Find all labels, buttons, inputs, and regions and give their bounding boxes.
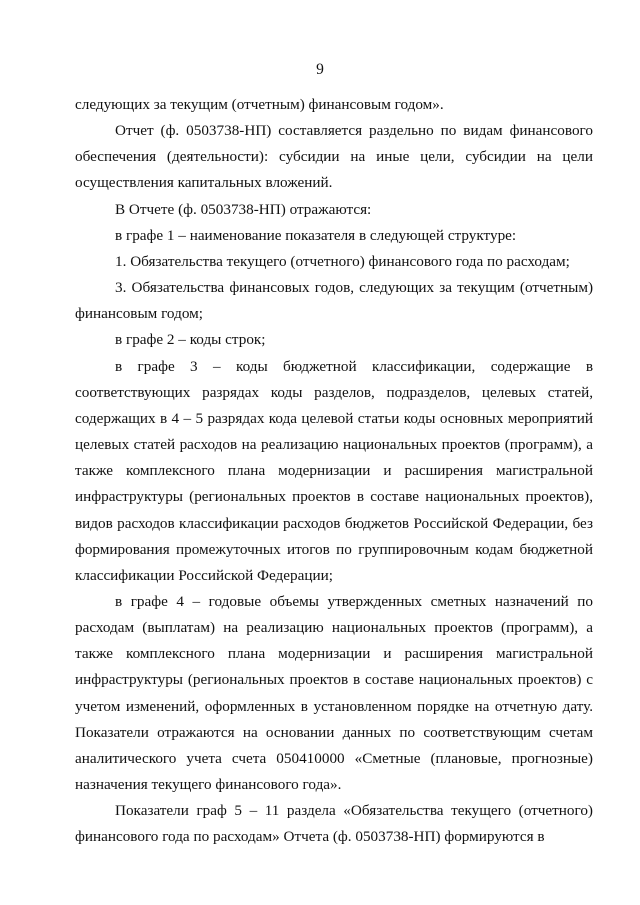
- paragraph-column-2: в графе 2 – коды строк;: [115, 331, 266, 349]
- paragraph-item-3: 3. Обязательства финансовых годов, следующих за текущим (отчетным) финансовым годом;: [75, 279, 593, 323]
- paragraph-continuation: следующих за текущим (отчетным) финансовым годом».: [75, 96, 444, 113]
- paragraph-column-1: в графе 1 – наименование показателя в следующей структуре:: [115, 226, 517, 244]
- paragraph-report-reflects: В Отчете (ф. 0503738-НП) отражаются:: [115, 200, 372, 218]
- paragraph-columns-5-11: Показатели граф 5 – 11 раздела «Обязательства текущего (отчетного) финансового года по расходам» Отчета (ф. 0503738-НП) формируются в: [75, 802, 593, 846]
- paragraph-item-1: 1. Обязательства текущего (отчетного) финансового года по расходам;: [115, 252, 570, 270]
- paragraph-column-3: в графе 3 – коды бюджетной классификации, содержащие в соответствующих разрядах коды разделов, подразделов, целевых статей, содержащих в 4 – 5 разрядах кода целевой статьи коды основных мероприятий целевых статей расходов на реализацию национальных проектов (программ), а также комплексного плана модернизации и расширения магистральной инфраструктуры (региональных проектов в составе национальных проектов), видов расходов классификации расходов бюджетов Российской Федерации, без формирования промежуточных итогов по группировочным кодам бюджетной классификации Российской Федерации;: [75, 357, 593, 584]
- page-number: 9: [316, 61, 324, 78]
- paragraph-report-composition: Отчет (ф. 0503738-НП) составляется раздельно по видам финансового обеспечения (деятельности): субсидии на иные цели, субсидии на цели осуществления капитальных вложений.: [75, 122, 593, 192]
- document-body: [75, 92, 593, 851]
- paragraph-column-4: в графе 4 – годовые объемы утвержденных сметных назначений по расходам (выплатам) на реализацию национальных проектов (программ), а также комплексного плана модернизации и расширения магистральной инфраструктуры (региональных проектов в составе национальных проектов) с учетом изменений, оформленных в установленном порядке на отчетную дату. Показатели отражаются на основании данных по соответствующим счетам аналитического учета счета 050410000 «Сметные (плановые, прогнозные) назначения текущего финансового года».: [75, 592, 593, 794]
